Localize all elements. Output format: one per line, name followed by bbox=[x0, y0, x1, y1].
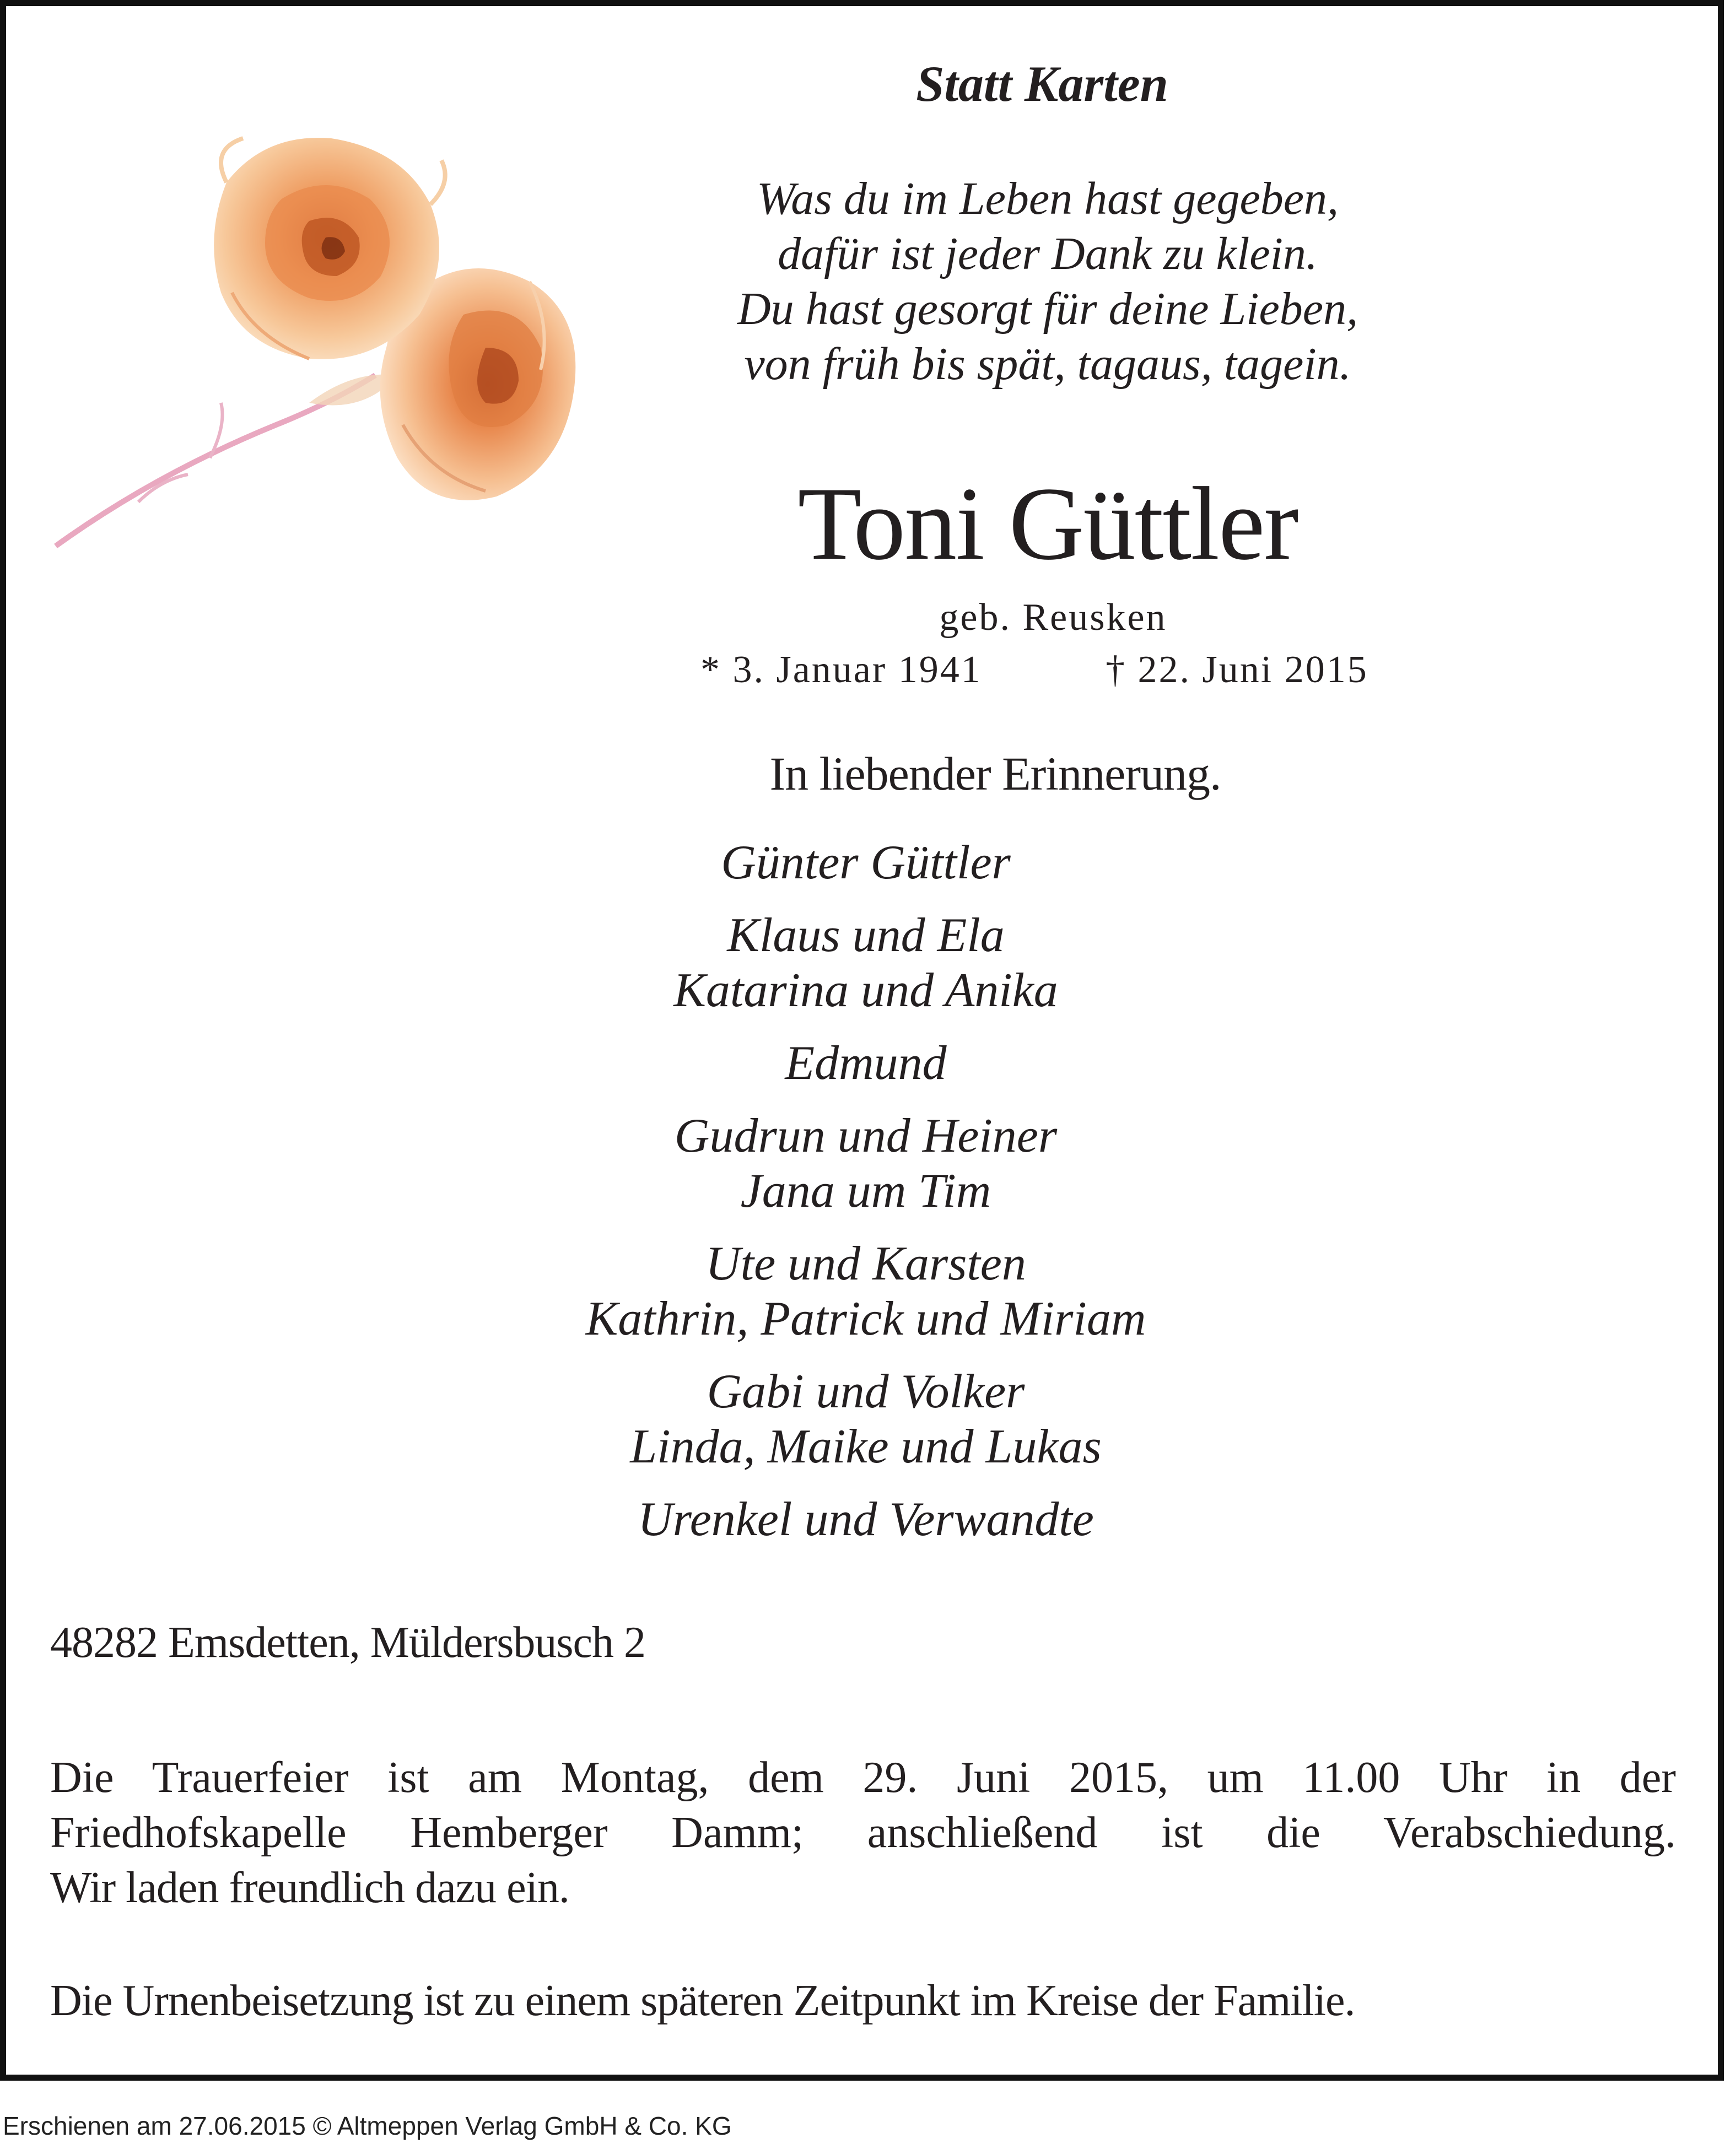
deceased-name: Toni Güttler bbox=[797, 466, 1298, 582]
mourner-group bbox=[436, 835, 1296, 890]
mourner-group bbox=[436, 1237, 1296, 1347]
mourner-group bbox=[436, 1036, 1296, 1091]
verse-line: dafür ist jeder Dank zu klein. bbox=[778, 228, 1318, 279]
mourners-list bbox=[436, 835, 1296, 1565]
funeral-ceremony-info bbox=[50, 1750, 1676, 1915]
mourner-name: Linda, Maike und Lukas bbox=[630, 1420, 1102, 1473]
mourner-group bbox=[436, 1364, 1296, 1475]
mourner-name: Ute und Karsten bbox=[705, 1237, 1026, 1291]
remembrance-line: In liebender Erinnerung. bbox=[769, 747, 1221, 800]
verse-line: Was du im Leben hast gegeben, bbox=[756, 173, 1339, 224]
mourner-name: Gudrun und Heiner bbox=[674, 1109, 1058, 1163]
mourner-name: Kathrin, Patrick und Miriam bbox=[585, 1292, 1146, 1346]
family-address: 48282 Emsdetten, Müldersbusch 2 bbox=[50, 1618, 645, 1667]
verse-line: von früh bis spät, tagaus, tagein. bbox=[744, 338, 1351, 390]
mourner-name: Katarina und Anika bbox=[673, 964, 1058, 1017]
mourner-group bbox=[436, 1109, 1296, 1219]
verse-line: Du hast gesorgt für deine Lieben, bbox=[737, 283, 1358, 334]
mourner-group bbox=[436, 908, 1296, 1018]
ceremony-line: Die Trauerfeier ist am Montag, dem 29. Juni 2015, um 11.00 Uhr in der bbox=[50, 1753, 1676, 1802]
mourner-group bbox=[436, 1492, 1296, 1547]
mourner-name: Klaus und Ela bbox=[727, 909, 1005, 962]
mourner-name: Edmund bbox=[785, 1036, 947, 1090]
life-dates bbox=[700, 651, 1417, 700]
birth-date: * 3. Januar 1941 bbox=[700, 649, 982, 691]
birth-name: geb. Reusken bbox=[939, 596, 1167, 639]
publication-footer: Erschienen am 27.06.2015 © Altmeppen Verlag GmbH & Co. KG bbox=[3, 2112, 732, 2140]
memorial-verse bbox=[640, 171, 1455, 392]
mourner-name: Günter Güttler bbox=[721, 836, 1011, 889]
roses-illustration bbox=[45, 116, 723, 579]
death-date: † 22. Juni 2015 bbox=[1106, 649, 1368, 691]
notice-heading: Statt Karten bbox=[916, 56, 1168, 112]
ceremony-line: Friedhofskapelle Hemberger Damm; anschließend ist die Verabschiedung. bbox=[50, 1808, 1676, 1857]
urn-burial-info: Die Urnenbeisetzung ist zu einem späteren Zeitpunkt im Kreise der Familie. bbox=[50, 1977, 1355, 2025]
mourner-name: Urenkel und Verwandte bbox=[638, 1493, 1094, 1546]
mourner-name: Jana um Tim bbox=[740, 1164, 991, 1218]
ceremony-line: Wir laden freundlich dazu ein. bbox=[50, 1864, 569, 1912]
mourner-name: Gabi und Volker bbox=[707, 1365, 1025, 1418]
